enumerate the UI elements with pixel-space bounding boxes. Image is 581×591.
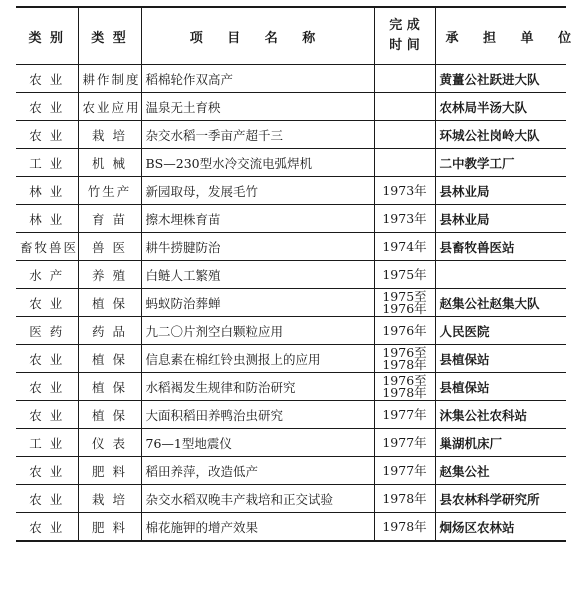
cell-time-line1: 1977年 <box>382 462 427 478</box>
cell-category: 林 业 <box>16 205 78 233</box>
table-row <box>16 205 566 233</box>
achievement-table <box>16 6 581 542</box>
cell-time-line1: 1974年 <box>382 238 427 254</box>
cell-time-line1: 1975年 <box>382 266 427 282</box>
cell-name: 稻棉轮作双高产 <box>141 65 374 93</box>
cell-category: 水 产 <box>16 261 78 289</box>
cell-unit: 人民医院 <box>435 317 566 345</box>
cell-type: 竹生产 <box>78 177 141 205</box>
cell-type: 耕作制度 <box>78 65 141 93</box>
cell-type: 植 保 <box>78 289 141 317</box>
cell-time <box>374 513 435 542</box>
cell-time-line2: 1978年 <box>382 384 427 400</box>
cell-unit: 县植保站 <box>435 373 566 401</box>
cell-time <box>374 65 435 93</box>
cell-time <box>374 457 435 485</box>
cell-time <box>374 401 435 429</box>
header-time-line2: 时 间 <box>389 38 420 53</box>
cell-type: 肥 料 <box>78 457 141 485</box>
header-category: 类 别 <box>16 7 78 65</box>
cell-time <box>374 205 435 233</box>
cell-time <box>374 345 435 373</box>
cell-name: 杂交水稻双晚丰产栽培和正交试验 <box>141 485 374 513</box>
cell-type: 农业应用 <box>78 93 141 121</box>
table-row <box>16 485 566 513</box>
table-row <box>16 65 566 93</box>
table-row <box>16 429 566 457</box>
cell-name: 水稻褐发生规律和防治研究 <box>141 373 374 401</box>
cell-unit: 县畜牧兽医站 <box>435 233 566 261</box>
cell-time <box>374 261 435 289</box>
cell-time-line1: 1978年 <box>382 490 427 506</box>
cell-time <box>374 289 435 317</box>
cell-name: 耕牛捞腱防治 <box>141 233 374 261</box>
cell-unit: 沐集公社农科站 <box>435 401 566 429</box>
header-time <box>374 7 435 65</box>
cell-time-line1: 1973年 <box>382 182 427 198</box>
cell-time-line2: 1976年 <box>382 300 427 316</box>
cell-time-line1: 1976年 <box>382 322 427 338</box>
cell-unit: 县植保站 <box>435 345 566 373</box>
cell-name: 稻田养萍，改造低产 <box>141 457 374 485</box>
cell-name: 蚂蚁防治葬蝉 <box>141 289 374 317</box>
cell-type: 机 械 <box>78 149 141 177</box>
cell-time <box>374 373 435 401</box>
cell-category: 林 业 <box>16 177 78 205</box>
cell-type: 药 品 <box>78 317 141 345</box>
table-row <box>16 345 566 373</box>
cell-time-line1: 1977年 <box>382 434 427 450</box>
cell-category: 农 业 <box>16 289 78 317</box>
cell-type: 栽 培 <box>78 121 141 149</box>
table-row <box>16 93 566 121</box>
cell-type: 肥 料 <box>78 513 141 542</box>
cell-unit: 县林业局 <box>435 205 566 233</box>
cell-category: 工 业 <box>16 429 78 457</box>
cell-unit: 环城公社岗岭大队 <box>435 121 566 149</box>
cell-time <box>374 121 435 149</box>
cell-category: 畜牧兽医 <box>16 233 78 261</box>
cell-name: 九二〇片剂空白颗粒应用 <box>141 317 374 345</box>
cell-type: 兽 医 <box>78 233 141 261</box>
table-row <box>16 289 566 317</box>
table-row <box>16 457 566 485</box>
table-row <box>16 373 566 401</box>
cell-name: 信息素在棉红铃虫测报上的应用 <box>141 345 374 373</box>
cell-unit: 赵集公社 <box>435 457 566 485</box>
cell-unit: 黄薑公社跃进大队 <box>435 65 566 93</box>
cell-name: 擦木埋株育苗 <box>141 205 374 233</box>
header-unit: 承 担 单 位 <box>435 7 566 65</box>
cell-time-line1: 1976至 <box>382 344 427 360</box>
table-row <box>16 121 566 149</box>
cell-time <box>374 485 435 513</box>
cell-type: 育 苗 <box>78 205 141 233</box>
cell-unit: 农林局半汤大队 <box>435 93 566 121</box>
cell-type: 植 保 <box>78 373 141 401</box>
cell-unit: 二中教学工厂 <box>435 149 566 177</box>
cell-name: 新园取母，发展毛竹 <box>141 177 374 205</box>
cell-type: 养 殖 <box>78 261 141 289</box>
cell-unit: 赵集公社赵集大队 <box>435 289 566 317</box>
cell-unit: 县农林科学研究所 <box>435 485 566 513</box>
cell-time <box>374 93 435 121</box>
cell-name: BS—230型水冷交流电弧焊机 <box>141 149 374 177</box>
cell-time-line1: 1977年 <box>382 406 427 422</box>
cell-type: 植 保 <box>78 401 141 429</box>
table-header-row <box>16 7 566 65</box>
cell-time <box>374 177 435 205</box>
table-row <box>16 261 566 289</box>
cell-time <box>374 429 435 457</box>
cell-category: 医 药 <box>16 317 78 345</box>
cell-time-line1: 1973年 <box>382 210 427 226</box>
table-row <box>16 177 566 205</box>
table-body <box>16 65 566 542</box>
header-type: 类 型 <box>78 7 141 65</box>
cell-unit: 炯炀区农林站 <box>435 513 566 542</box>
cell-category: 农 业 <box>16 65 78 93</box>
cell-category: 农 业 <box>16 345 78 373</box>
cell-name: 杂交水稻一季亩产超千三 <box>141 121 374 149</box>
cell-name: 大面积稻田养鸭治虫研究 <box>141 401 374 429</box>
cell-name: 76—1型地震仪 <box>141 429 374 457</box>
table-row <box>16 317 566 345</box>
cell-time <box>374 149 435 177</box>
table-row <box>16 149 566 177</box>
cell-name: 白鲢人工繁殖 <box>141 261 374 289</box>
table-row <box>16 401 566 429</box>
cell-type: 植 保 <box>78 345 141 373</box>
header-name: 项 目 名 称 <box>141 7 374 65</box>
table-row <box>16 513 566 542</box>
cell-time-line1: 1975至 <box>382 288 427 304</box>
cell-category: 农 业 <box>16 485 78 513</box>
cell-time-line1: 1976至 <box>382 372 427 388</box>
cell-time-line2: 1978年 <box>382 356 427 372</box>
cell-category: 工 业 <box>16 149 78 177</box>
cell-category: 农 业 <box>16 93 78 121</box>
cell-type: 仪 表 <box>78 429 141 457</box>
cell-category: 农 业 <box>16 121 78 149</box>
cell-category: 农 业 <box>16 401 78 429</box>
cell-time-line1: 1978年 <box>382 518 427 534</box>
table-row <box>16 233 566 261</box>
cell-category: 农 业 <box>16 513 78 542</box>
cell-time <box>374 233 435 261</box>
cell-name: 棉花施钾的增产效果 <box>141 513 374 542</box>
cell-unit <box>435 261 566 289</box>
cell-name: 温泉无土育秧 <box>141 93 374 121</box>
cell-unit: 县林业局 <box>435 177 566 205</box>
header-time-line1: 完 成 <box>389 18 420 33</box>
cell-category: 农 业 <box>16 373 78 401</box>
cell-unit: 巢湖机床厂 <box>435 429 566 457</box>
cell-time <box>374 317 435 345</box>
cell-category: 农 业 <box>16 457 78 485</box>
cell-type: 栽 培 <box>78 485 141 513</box>
